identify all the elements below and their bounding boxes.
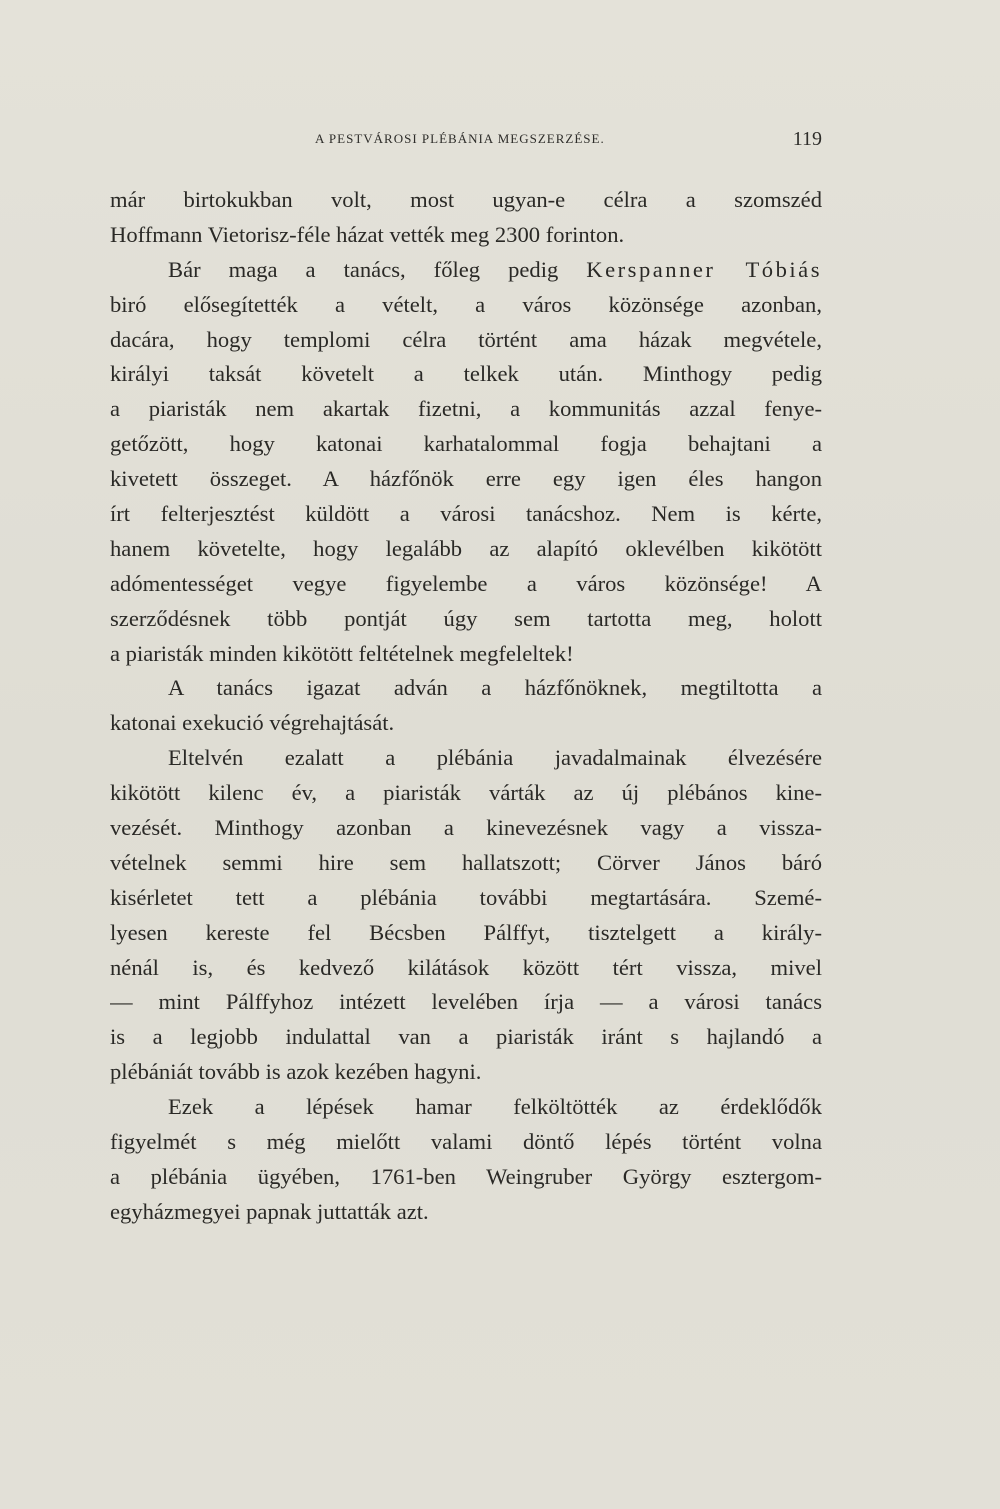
text-line: plébániát tovább is azok kezében hagyni.: [110, 1059, 482, 1085]
text-line: adómentességet vegye figyelembe a város közönsége! A: [110, 570, 822, 596]
text-line: is a legjobb indulattal van a piaristák iránt s hajlandó a: [110, 1024, 822, 1050]
body-text: [110, 183, 822, 1230]
text-line: írt felterjesztést küldött a városi tanácshoz. Nem is kérte,: [110, 501, 822, 527]
page-number: 119: [792, 128, 822, 150]
running-title: A PESTVÁROSI PLÉBÁNIA MEGSZERZÉSE.: [315, 131, 605, 146]
spaced-name: Kerspanner Tóbiás: [586, 256, 822, 282]
text-line: katonai exekució végrehajtását.: [110, 710, 395, 736]
text-line: a piaristák minden kikötött feltételnek megfeleltek!: [110, 640, 574, 666]
text-line: — mint Pálffyhoz intézett levelében írja — a városi tanács: [110, 989, 822, 1015]
text-line: biró elősegítették a vételt, a város közönsége azonban,: [110, 291, 822, 317]
text-line: [110, 253, 822, 288]
text-line: lyesen kereste fel Bécsben Pálffyt, tisztelgett a király-: [110, 919, 822, 945]
text-line: Ezek a lépések hamar felköltötték az érdeklődők: [168, 1094, 822, 1120]
text-line: kisérletet tett a plébánia további megtartására. Szemé-: [110, 884, 822, 910]
text-line: kikötött kilenc év, a piaristák várták az új plébános kine-: [110, 780, 822, 806]
text-line: a plébánia ügyében, 1761-ben Weingruber György esztergom-: [110, 1163, 822, 1189]
text-line: a piaristák nem akartak fizetni, a kommunitás azzal fenye-: [110, 396, 822, 422]
text-line: vételnek semmi hire sem hallatszott; Cörver János báró: [110, 849, 822, 875]
text-line: hanem követelte, hogy legalább az alapító oklevélben kikötött: [110, 535, 822, 561]
text-line: szerződésnek több pontját úgy sem tartotta meg, holott: [110, 605, 822, 631]
text-line: Eltelvén ezalatt a plébánia javadalmainak élvezésére: [168, 745, 822, 771]
text-line: egyházmegyei papnak juttatták azt.: [110, 1198, 429, 1224]
text-line: getőzött, hogy katonai karhatalommal fogja behajtani a: [110, 431, 822, 457]
text-line: A tanács igazat adván a házfőnöknek, megtiltotta a: [168, 675, 822, 701]
text-line: dacára, hogy templomi célra történt ama házak megvétele,: [110, 326, 822, 352]
running-head: [110, 128, 822, 158]
text-line: vezését. Minthogy azonban a kinevezésnek vagy a vissza-: [110, 815, 822, 841]
text-line: Hoffmann Vietorisz-féle házat vették meg 2300 forinton.: [110, 221, 625, 247]
text-line: figyelmét s még mielőtt valami döntő lépés történt volna: [110, 1129, 822, 1155]
text-segment: Bár maga a tanács, főleg pedig: [168, 256, 587, 282]
text-line: királyi taksát követelt a telkek után. Minthogy pedig: [110, 361, 822, 387]
text-line: már birtokukban volt, most ugyan-e célra a szomszéd: [110, 187, 822, 212]
text-line: nénál is, és kedvező kilátások között tért vissza, mivel: [110, 954, 822, 980]
text-line: kivetett összeget. A házfőnök erre egy igen éles hangon: [110, 466, 822, 492]
